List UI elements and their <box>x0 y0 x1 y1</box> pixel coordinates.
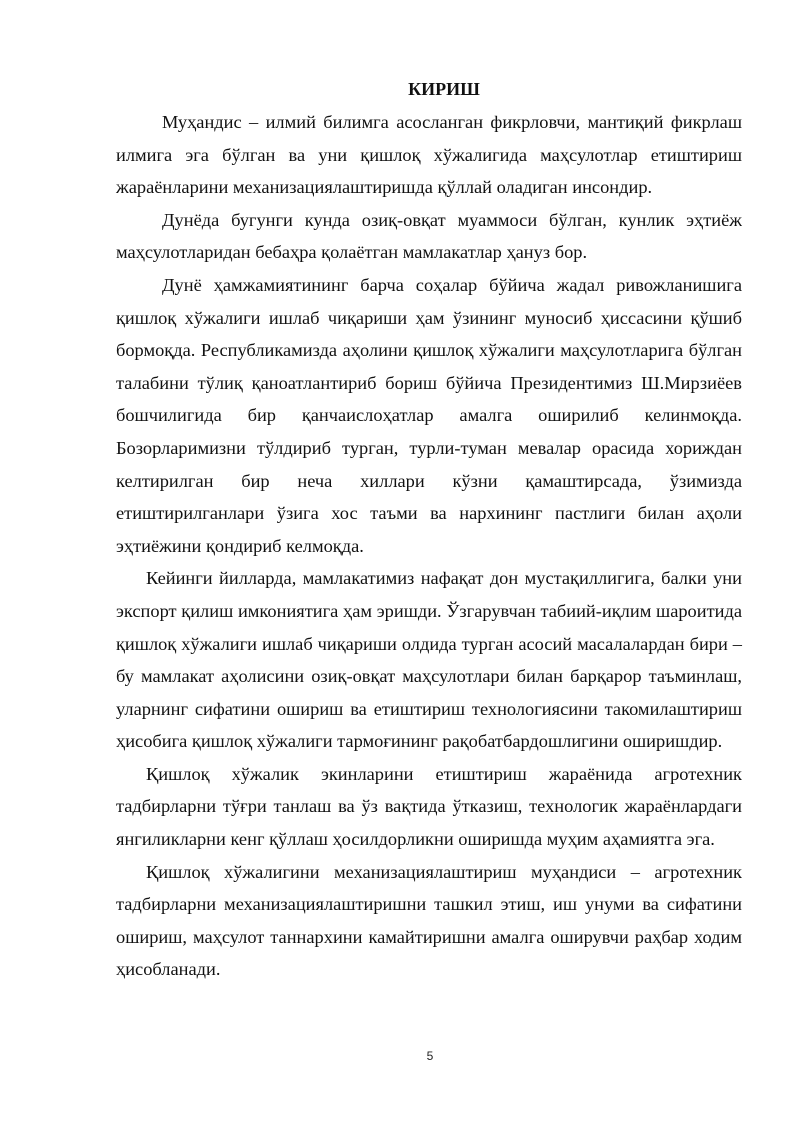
page-number: 5 <box>426 1049 434 1063</box>
paragraph-1: Муҳандис – илмий билимга асосланган фикрловчи, мантиқий фикрлаш илмига эга бўлган ва уни қишлоқ хўжалигида маҳсулотлар етиштириш жараёнларини механизациялаштиришда қўллай оладиган инсондир. <box>116 112 742 198</box>
paragraph-4: Кейинги йилларда, мамлакатимиз нафақат дон мустақиллигига, балки уни экспорт қилиш имкониятига ҳам эришди. Ўзгарувчан табиий-иқлим шароитида қишлоқ хўжалиги ишлаб чиқариши олдида турган асосий масалалардан бири – бу мамлакат аҳолисини озиқ-овқат маҳсулотлари билан барқарор таъминлаш, уларнинг сифатини ошириш ва етиштириш технологиясини такомилаштириш ҳисобига қишлоқ хўжалиги тармоғининг рақобатбардошлигини оширишдир. <box>116 568 742 752</box>
paragraph-6: Қишлоқ хўжалигини механизациялаштириш муҳандиси – агротехник тадбирларни механизациялаштиришни ташкил этиш, иш унуми ва сифатини ошириш, маҳсулот таннархини камайтиришни амалга оширувчи раҳбар ходим ҳисобланади. <box>116 861 742 980</box>
paragraph-5: Қишлоқ хўжалик экинларини етиштириш жараёнида агротехник тадбирларни тўғри танлаш ва ўз вақтида ўтказиш, технологик жараёнлардаги янгиликларни кенг қўллаш ҳосилдорликни оширишда муҳим аҳамиятга эга. <box>116 763 742 850</box>
paragraph-2: Дунёда бугунги кунда озиқ-овқат муаммоси бўлган, кунлик эҳтиёж маҳсулотларидан бебаҳра қолаётган мамлакатлар ҳануз бор. <box>116 209 742 263</box>
page-content <box>116 72 742 986</box>
paragraph-3: Дунё ҳамжамиятининг барча соҳалар бўйича жадал ривожланишига қишлоқ хўжалиги ишлаб чиқариши ҳам ўзининг муносиб ҳиссасини қўшиб бормоқда. Республикамизда аҳолини қишлоқ хўжалиги маҳсулотларига бўлган талабини тўлиқ қаноатлантириб бориш бўйича Президентимиз Ш.Мирзиёев бошчилигида бир қанчаислоҳатлар амалга оширилиб келинмоқда. Бозорларимизни тўлдириб турган, турли-туман мевалар орасида хориждан келтирилган бир неча хиллари кўзни қамаштирсада, ўзимизда етиштирилганлари ўзига хос таъми ва нархининг пастлиги билан аҳоли эҳтиёжини қондириб келмоқда. <box>116 274 742 556</box>
section-title: КИРИШ <box>408 79 480 99</box>
